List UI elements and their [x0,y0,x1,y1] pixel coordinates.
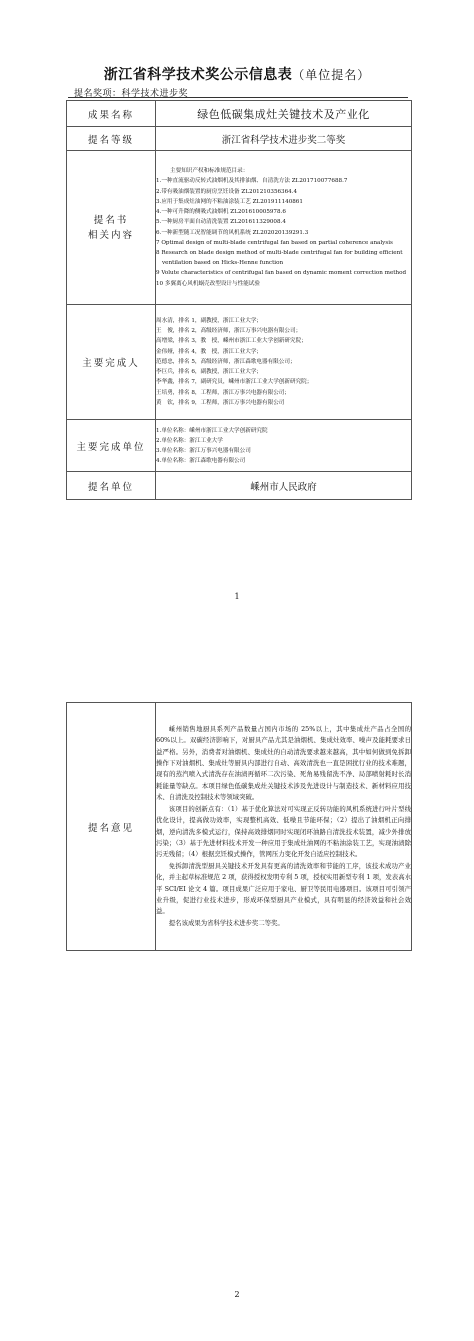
person-item: 王培勇，排名 8，工程师，浙江万事兴电器有限公司； [156,389,290,396]
ip-label-line2: 相关内容 [87,229,134,241]
opinion-paragraph: 免拆卸清洗型厨具关键技术开发具有更高的清洗效率和节能的工序，该技术成功产业化，并主起草标准规范 2 项，获得授权发明专利 5 项，授权实用新型专利 1 项，发表高水平 SCI/EI 论文 4 篇。项目成果广泛应用于家电、厨卫等民用电器项目。该项目可引领产业升级，促进行业技术进步，形成环保型厨具产业模式，具有明显的经济效益和社会效益。 [156,861,411,916]
units-label: 主要完成单位 [67,420,156,472]
award-category: 提名奖项：科学技术进步奖 [74,89,189,99]
person-item: 李华鑫，排名 7，副研究员，嵊州市浙江工业大学创新研究院； [156,379,313,386]
nominator-value: 嵊州市人民政府 [156,472,412,500]
ip-list [156,151,412,305]
opinion-paragraph: 该项目的创新点有：（1）基于优化算法对可实现正反转功能的风机系统进行叶片型线优化设计，提高做功效率，实现整机高效、低噪且节能环保；（2）提出了油烟机正向排烟，逆向清洗多模式运行，保持高效排烟同时实现闭环油路自清洗技术装置，减少外排放污染；（3）基于先进材料技术开发一种应用于集成灶油网的不粘油涂装工艺，实现油渍除污无残留；（4）根据烹饪模式操作，管网压力变化开发自适应控制技术。 [156,804,411,859]
unit-item: 3.单位名称：浙江万事兴电器有限公司 [156,447,251,454]
ip-heading: 主要知识产权和标准规范目录： [170,168,249,175]
ip-item: 9 Volute characteristics of centrifugal fan based on dynamic moment correction method [156,270,407,277]
row-nominator [67,472,412,500]
ip-item: 6.一种新型随工况智能调节的风机系统 ZL202020139291.3 [156,229,309,236]
person-item: 王 俊，排名 2，高级经济师，浙江万事兴电器有限公司； [156,328,302,335]
row-people [67,305,412,420]
person-item: 周水清，排名 1，副教授，浙江工业大学； [156,318,263,325]
achievement-label: 成果名称 [67,101,156,127]
ip-label-line1: 提名书 [93,214,129,226]
people-list [156,305,412,420]
title-main: 浙江省科学技术奖公示信息表 [103,67,293,83]
opinion-text [156,703,412,951]
ip-item: 4.一种可升降的侧吸式油烟机 ZL201610005978.6 [156,209,286,216]
opinion-table [66,702,412,951]
row-units [67,420,412,472]
people-label: 主要完成人 [67,305,156,420]
opinion-paragraph: 嵊州销售地厨具系列产品数量占国内市场的 25%以上，其中集成灶产品占全国的 60%以上。双碳经济影响下，对厨具产品尤其是油烟机、集成灶效率、噪声及能耗要求日益严格。另外，消费者对油烟机、集成灶的自动清洗要求越来越高，其中如何做到免拆卸操作下对油烟机、集成灶等厨具内部进行自动、高效清洗也一直是困扰行业的技术难题，现有的蒸汽喷入式清洗存在油渍再循环二次污染、死角易残留洗不净、局部喷射耗时长消耗能量等缺点。本项目绿色低碳集成灶关键技术涉及先进设计与制造技术、新材料应用技术、自清洗及控制技术等领域突破。 [156,724,411,802]
person-item: 金伟娅，排名 4，教 授，浙江工业大学； [156,348,263,355]
ip-item: 8 Research on blade design method of multi-blade centrifugal fan for building efficient [156,249,403,256]
ip-label [67,151,156,305]
document-title [0,64,474,84]
info-table [66,100,412,500]
page-1 [0,0,474,670]
row-ip [67,151,412,305]
opinion-paragraph: 提名该成果为省科学技术进步奖二等奖。 [168,918,284,927]
units-list [156,420,412,472]
page-number: 2 [234,1290,240,1299]
ip-item: 3.应用于集成灶油网的不粘油涂装工艺 ZL201911140861 [156,198,303,205]
unit-item: 1.单位名称：嵊州市浙江工业大学创新研究院 [156,427,268,434]
ip-item: 1.一种直流驱动反转式油烟机及其排油烟、自清洗方法 ZL201710077688.7 [156,178,348,185]
ip-item: 7 Optimal design of multi-blade centrifugal fan based on partial coherence analysis [156,239,393,246]
title-suffix: （单位提名） [292,68,371,82]
person-item: 李巨兵，排名 6，副教授，浙江工业大学； [156,369,263,376]
grade-label: 提名等级 [67,127,156,151]
category-underline [68,97,408,98]
grade-value: 浙江省科学技术进步奖二等奖 [156,127,412,151]
achievement-value: 绿色低碳集成灶关键技术及产业化 [156,101,412,127]
person-item: 黄 钦，排名 9，工程师，浙江万事兴电器有限公司 [156,399,285,406]
row-grade [67,127,412,151]
ip-item: ventilation based on Hicks-Henne function [162,260,284,267]
nominator-label: 提名单位 [67,472,156,500]
ip-item: 5.一种厨房平面自动清洗装置 ZL201611329008.4 [156,219,286,226]
person-item: 范德忠，排名 5，高级经济师，浙江森歌电器有限公司； [156,358,296,365]
ip-item: 2.带有吸油烟装置的厨房烹饪设备 ZL201210356364.4 [156,188,298,195]
ip-item: 10 多翼离心风机蜗壳改型设计与性能试验 [156,280,260,287]
row-achievement [67,101,412,127]
page-2 [0,670,474,1341]
page-number: 1 [234,592,240,601]
person-item: 高增梁，排名 3，教 授，嵊州市浙江工业大学创新研究院； [156,338,307,345]
opinion-label: 提名意见 [67,703,156,951]
unit-item: 4.单位名称：浙江森歌电器有限公司 [156,457,246,464]
row-opinion [67,703,412,951]
unit-item: 2.单位名称：浙江工业大学 [156,437,223,444]
